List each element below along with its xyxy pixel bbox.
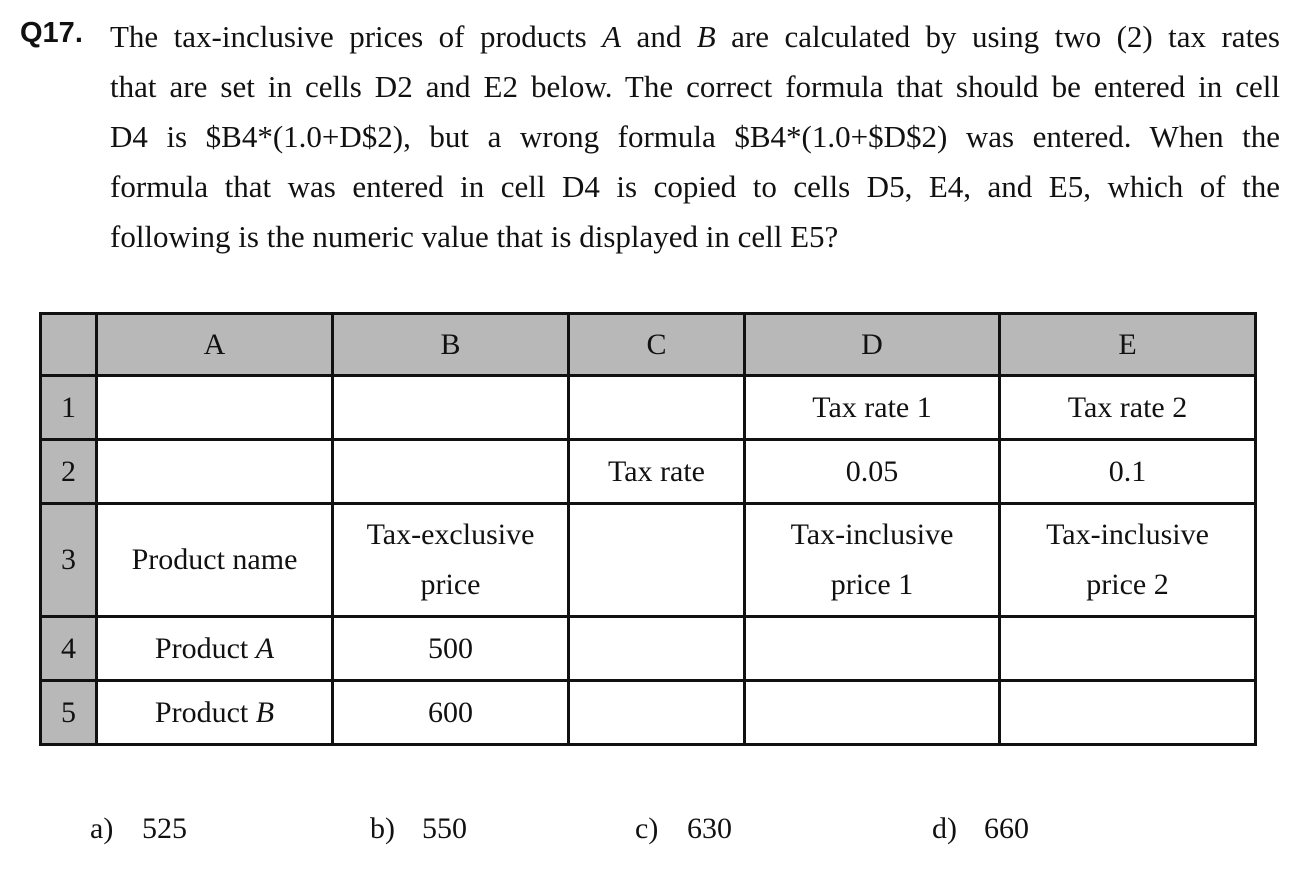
cell-e1: Tax rate 2 <box>1000 376 1256 440</box>
cell-b1 <box>333 376 569 440</box>
question-line-4: formula that was entered in cell D4 is copied to cells D5, E4, and E5, which of the <box>110 169 1280 204</box>
cell-e3: Tax-inclusive price 2 <box>1000 504 1256 617</box>
question-line-5: following is the numeric value that is displayed in cell E5? <box>110 219 839 254</box>
column-header-c: C <box>569 314 745 376</box>
product-b-italic: B <box>696 19 716 54</box>
cell-d3: Tax-inclusive price 1 <box>745 504 1000 617</box>
cell-e5 <box>1000 681 1256 745</box>
question-line-3: D4 is $B4*(1.0+D$2), but a wrong formula $B4*(1.0+$D$2) was entered. When the <box>110 119 1280 154</box>
cell-a3: Product name <box>97 504 333 617</box>
answer-a[interactable] <box>90 812 187 846</box>
column-header-a: A <box>97 314 333 376</box>
cell-d4 <box>745 617 1000 681</box>
answer-label: d) <box>932 812 957 845</box>
product-a-italic: A <box>602 19 622 54</box>
cell-b5: 600 <box>333 681 569 745</box>
answer-choices <box>0 812 1297 856</box>
row-header-4: 4 <box>41 617 97 681</box>
cell-c4 <box>569 617 745 681</box>
answer-value: 630 <box>687 812 732 845</box>
question-line-2: that are set in cells D2 and E2 below. The correct formula that should be entered in cell <box>110 69 1280 104</box>
column-header-row <box>41 314 1256 376</box>
cell-b4: 500 <box>333 617 569 681</box>
table-row <box>41 617 1256 681</box>
row-header-5: 5 <box>41 681 97 745</box>
cell-c3 <box>569 504 745 617</box>
question-block <box>20 12 1280 262</box>
cell-c5 <box>569 681 745 745</box>
column-header-e: E <box>1000 314 1256 376</box>
table-row <box>41 440 1256 504</box>
corner-cell <box>41 314 97 376</box>
table-row <box>41 681 1256 745</box>
question-text <box>110 12 1280 262</box>
answer-value: 660 <box>984 812 1029 845</box>
cell-d2: 0.05 <box>745 440 1000 504</box>
cell-a5: Product B <box>97 681 333 745</box>
cell-d1: Tax rate 1 <box>745 376 1000 440</box>
cell-b3: Tax-exclusive price <box>333 504 569 617</box>
question-number: Q17. <box>20 17 83 49</box>
answer-label: b) <box>370 812 395 845</box>
product-letter: A <box>255 631 275 665</box>
column-header-b: B <box>333 314 569 376</box>
answer-value: 550 <box>422 812 467 845</box>
cell-a1 <box>97 376 333 440</box>
row-header-3: 3 <box>41 504 97 617</box>
answer-d[interactable] <box>932 812 1029 846</box>
row-header-2: 2 <box>41 440 97 504</box>
cell-a4: Product A <box>97 617 333 681</box>
cell-c1 <box>569 376 745 440</box>
product-letter: B <box>255 695 275 729</box>
cell-d5 <box>745 681 1000 745</box>
question-line-1: The tax-inclusive prices of products A and B are calculated by using two (2) tax rates <box>110 19 1281 54</box>
row-header-1: 1 <box>41 376 97 440</box>
cell-e2: 0.1 <box>1000 440 1256 504</box>
column-header-d: D <box>745 314 1000 376</box>
answer-value: 525 <box>142 812 187 845</box>
answer-label: a) <box>90 812 114 845</box>
answer-b[interactable] <box>370 812 467 846</box>
cell-b2 <box>333 440 569 504</box>
table-row <box>41 376 1256 440</box>
table-row <box>41 504 1256 617</box>
spreadsheet-table <box>39 312 1257 746</box>
answer-c[interactable] <box>635 812 732 846</box>
cell-e4 <box>1000 617 1256 681</box>
cell-c2: Tax rate <box>569 440 745 504</box>
cell-a2 <box>97 440 333 504</box>
answer-label: c) <box>635 812 659 845</box>
